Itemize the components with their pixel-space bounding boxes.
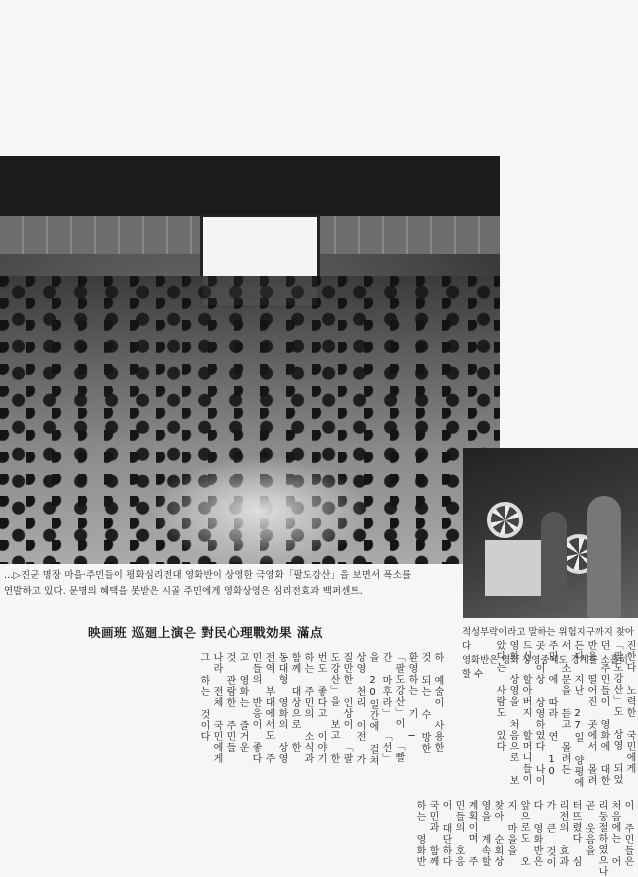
soldier-figure xyxy=(587,496,621,618)
caption-line: 적성부락이라고 말하는 위험지구까지 찾아 다 xyxy=(462,627,634,652)
main-photo-caption xyxy=(4,568,494,600)
film-reel-icon xyxy=(487,502,523,538)
caption-line: 연발하고 있다. 문명의 혜택을 못받은 시골 주민에게 영화상영은 심리전효과 백퍼센트. xyxy=(4,586,363,597)
projector-light xyxy=(150,456,370,564)
article-body-bottom: 이 주민들은 처음에는 어리둥절하였으나 곧 웃음을 터뜨렸다 심리전의 효과가 큰 것이다 영화반은 앞으로도 오지 마을을 찾아 순회상영을 계속할 계획이며 주민들의 호응이 대단하다 국민과 함께하는 영화반 xyxy=(414,800,633,877)
soldier-figure xyxy=(541,512,567,612)
caption-line: ...▷진군 명장 마을·주민들이 평화심리전대 영화반이 상영한 극영화「팔도강산」을 보면서 폭소를 xyxy=(4,570,412,581)
article-body-left: 하 예술이 사용한 것 되는 수 방한 환영하는 기 ─ 「팔도강산」이 「빨간 마후라」 「선」을 20일간에 걸쳐 상영 천리 이전 가질만한 인상이 「팔도강산」을 보고 한번도 좋다고 이야기하는 주민의 소식과 함께 대상으로 한 동대형 영화의 상영 전역 부대에서도 주민들의 반응이 좋다고 영화는 즐거운 것 관람한 주민들 나라 전체 국민에게 그 하는 것이다 xyxy=(198,652,443,766)
photo-night-sky xyxy=(0,156,500,222)
article-headline: 映画班 巡廻上演은 對民心理戰効果 滿点 xyxy=(88,625,323,640)
main-photo xyxy=(0,156,500,564)
article-body-right: 진한다 노력한 국민에게 「팔도강산」도 상영 되었던 주민들이 영화에 대한 반응 떨어진 곳에서 몰려든다 지난 27일 양평에서 소문을 듣고 몰려든 주민 에 따라 연 10 곳 이상 상영하였다 나이 드신 할아버지 할머니들이 영화 상영을 처음으로 보았다는 사람도 있다 xyxy=(494,640,635,788)
caption-line: 영화반은 영화 상영중에도 경계를 소홀히 할 수 xyxy=(462,655,628,680)
